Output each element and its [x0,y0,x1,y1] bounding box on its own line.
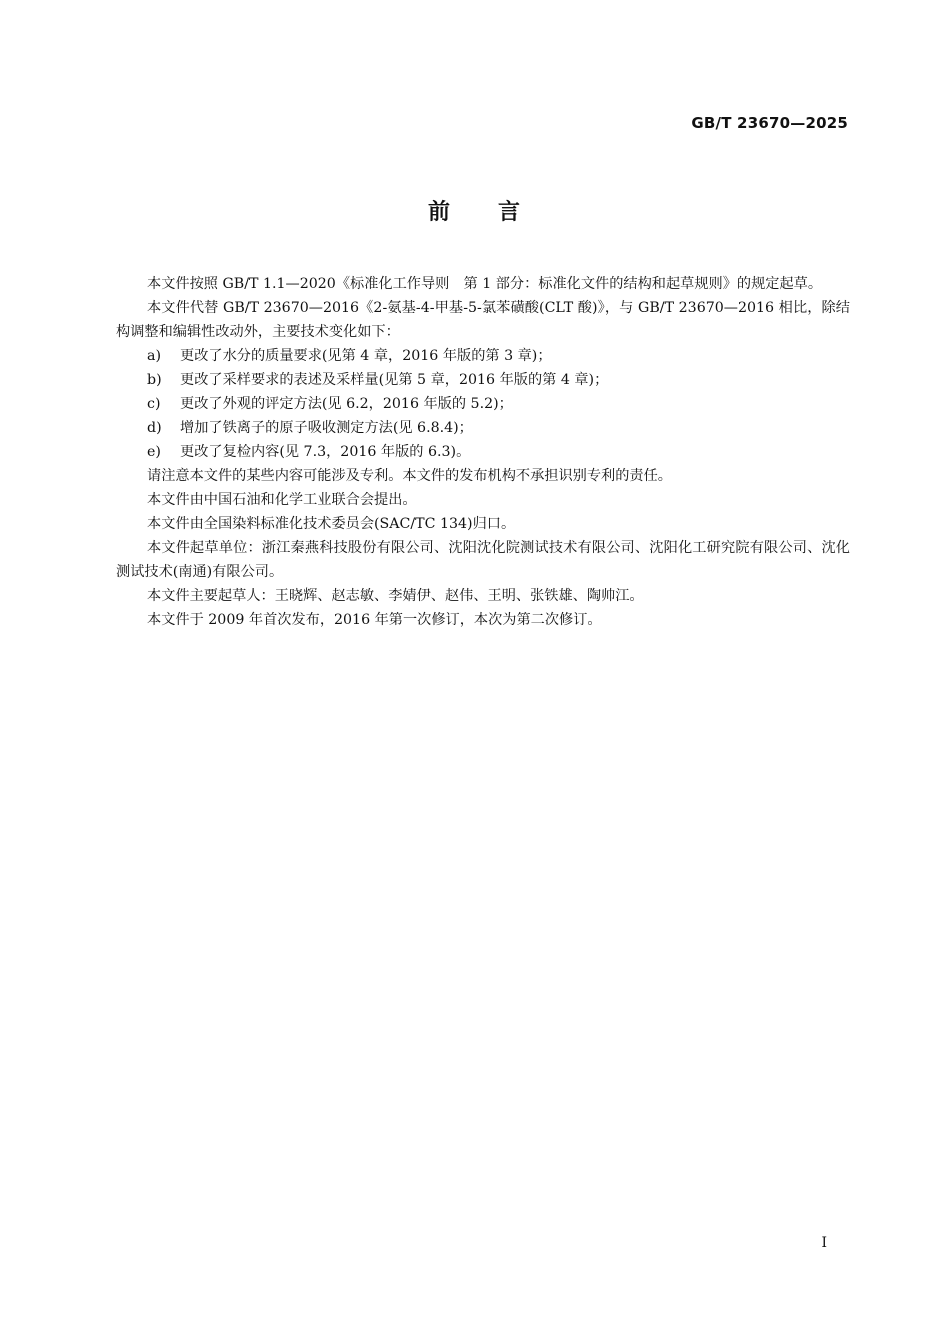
standard-number: GB/T 23670—2025 [691,114,848,132]
list-item-label: c) [147,396,161,412]
list-item-text: 更改了外观的评定方法(见 6.2，2016 年版的 5.2)； [180,396,513,412]
list-item-text: 更改了采样要求的表述及采样量(见第 5 章，2016 年版的第 4 章)； [180,372,609,388]
title-char-1: 前 [427,200,452,225]
page-number: I [821,1235,827,1251]
foreword-body [116,272,850,632]
page-title [0,195,950,226]
paragraph-under-jurisdiction: 本文件由全国染料标准化技术委员会(SAC/TC 134)归口。 [147,516,516,532]
list-item [116,440,850,464]
list-item-label: d) [147,420,162,436]
paragraph-replaces: 本文件代替 GB/T 23670—2016《2-氨基-4-甲基-5-氯苯磺酸(CLT 酸)》，与 GB/T 23670—2016 相比，除结构调整和编辑性改动外，主要技术变化如下： [116,300,850,340]
list-item-label: a) [147,348,161,364]
paragraph-proposed-by: 本文件由中国石油和化学工业联合会提出。 [147,492,417,508]
list-item [116,392,850,416]
title-char-2: 言 [498,200,523,225]
list-item-text: 更改了复检内容(见 7.3，2016 年版的 6.3)。 [180,444,471,460]
list-item-text: 增加了铁离子的原子吸收测定方法(见 6.8.4)； [180,420,473,436]
paragraph-publication-history: 本文件于 2009 年首次发布，2016 年第一次修订，本次为第二次修订。 [147,612,602,628]
list-item-label: b) [147,372,162,388]
paragraph-drafting-rules: 本文件按照 GB/T 1.1—2020《标准化工作导则 第 1 部分：标准化文件的结构和起草规则》的规定起草。 [147,276,823,292]
paragraph-main-drafters: 本文件主要起草人：王晓辉、赵志敏、李婧伊、赵伟、王明、张铁雄、陶帅江。 [147,588,644,604]
list-item [116,344,850,368]
list-item [116,416,850,440]
list-item-text: 更改了水分的质量要求(见第 4 章，2016 年版的第 3 章)； [180,348,552,364]
paragraph-patent-notice: 请注意本文件的某些内容可能涉及专利。本文件的发布机构不承担识别专利的责任。 [147,468,672,484]
list-item-label: e) [147,444,161,460]
list-item [116,368,850,392]
paragraph-drafting-organizations: 本文件起草单位：浙江秦燕科技股份有限公司、沈阳沈化院测试技术有限公司、沈阳化工研究院有限公司、沈化测试技术(南通)有限公司。 [116,540,850,580]
